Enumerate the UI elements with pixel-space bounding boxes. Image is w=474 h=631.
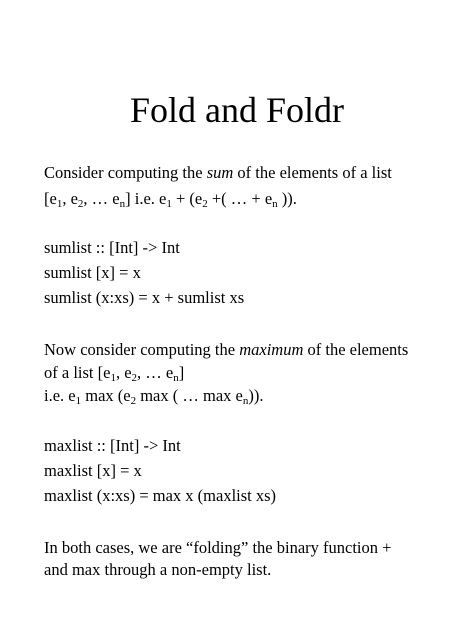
text: , … e — [83, 189, 120, 208]
subscript: n — [272, 198, 278, 210]
emphasis-maximum: maximum — [239, 340, 304, 359]
subscript: 2 — [202, 198, 208, 210]
sum-intro-line-1 — [44, 162, 392, 184]
subscript: 1 — [166, 198, 172, 210]
subscript: 2 — [131, 372, 138, 384]
max-intro-line-1 — [44, 339, 408, 361]
text: of the elements — [303, 340, 409, 359]
subscript: n — [173, 372, 179, 384]
subscript: 2 — [130, 395, 137, 407]
sum-intro-line-2 — [44, 188, 297, 210]
text: of a list [e — [44, 363, 111, 382]
max-code-line: maxlist [x] = x — [44, 461, 142, 480]
text: max ( … max e — [136, 386, 243, 405]
text: )). — [248, 386, 264, 405]
subscript: 1 — [110, 372, 116, 384]
sum-code-line: sumlist (x:xs) = x + sumlist xs — [44, 288, 245, 307]
conclusion-line: and max through a non-empty list. — [44, 560, 272, 579]
text: +( … + e — [207, 189, 273, 208]
text: Now consider computing the — [44, 340, 240, 359]
max-intro-line-2 — [44, 362, 184, 384]
text: i.e. e — [44, 386, 76, 405]
subscript: 2 — [77, 198, 84, 210]
emphasis-sum: sum — [206, 163, 234, 182]
subscript: 1 — [56, 198, 63, 210]
text: Consider computing the — [44, 163, 207, 182]
max-intro-line-3 — [44, 385, 263, 407]
subscript: n — [119, 198, 126, 210]
text: , e — [62, 189, 78, 208]
max-code-line: maxlist :: [Int] -> Int — [44, 436, 181, 455]
sum-code-line: sumlist [x] = x — [44, 263, 141, 282]
text: max (e — [81, 386, 131, 405]
text: + (e — [171, 189, 203, 208]
text: ] i.e. e — [125, 189, 167, 208]
text: of the elements of a list — [233, 163, 392, 182]
subscript: n — [242, 395, 249, 407]
text: , e — [115, 363, 132, 382]
conclusion-line: In both cases, we are “folding” the binary function + — [44, 538, 392, 557]
text: ] — [178, 363, 185, 382]
max-code-line: maxlist (x:xs) = max x (maxlist xs) — [44, 486, 277, 505]
text: , … e — [137, 363, 174, 382]
text: [e — [44, 189, 57, 208]
text: )). — [277, 189, 297, 208]
sum-code-line: sumlist :: [Int] -> Int — [44, 238, 180, 257]
slide-title: Fold and Foldr — [129, 90, 344, 130]
subscript: 1 — [75, 395, 82, 407]
